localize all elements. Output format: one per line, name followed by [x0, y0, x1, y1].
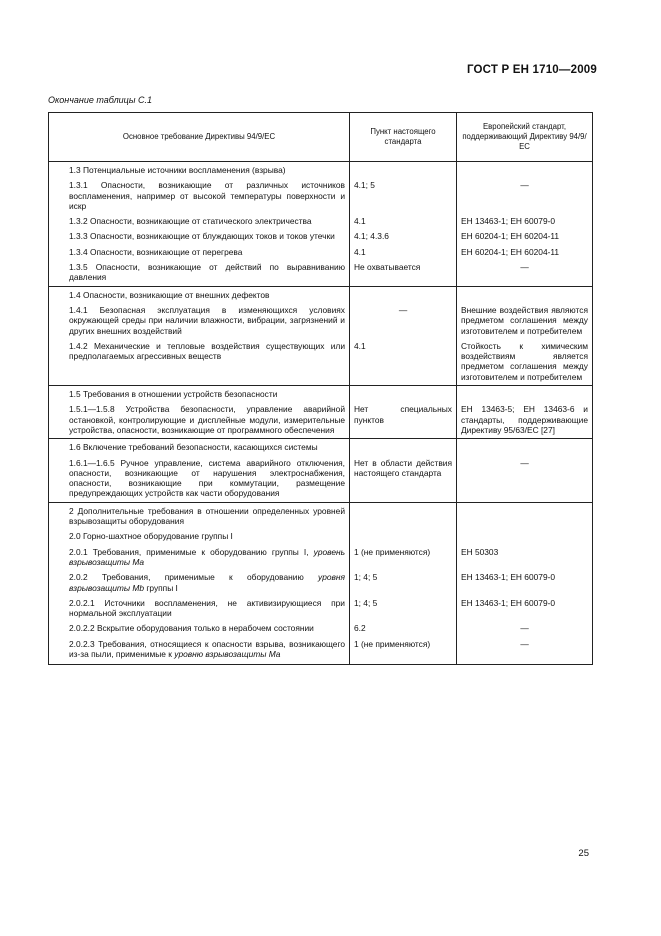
standard-cell: ЕН 13463-5; ЕН 13463-6 и стандарты, поддерживающие Директиву 95/63/ЕС [27] — [457, 402, 593, 438]
clause-cell — [350, 286, 457, 303]
requirement-cell: 1.3.3 Опасности, возникающие от блуждающих токов и токов утечки — [49, 229, 350, 244]
table-row — [49, 637, 593, 665]
table-header-row — [49, 113, 593, 162]
table-row — [49, 286, 593, 303]
header-clause: Пункт настоящего стандарта — [350, 113, 457, 162]
clause-cell: 1 (не применяются) — [350, 545, 457, 571]
requirement-cell: 1.3.1 Опасности, возникающие от различных источников воспламенения, например от высокой температуры поверхности и искр — [49, 178, 350, 214]
clause-cell: Не охватывается — [350, 260, 457, 286]
table-caption: Окончание таблицы С.1 — [48, 95, 152, 105]
standard-cell: ЕН 13463-1; ЕН 60079-0 — [457, 596, 593, 622]
clause-cell: Нет специальных пунктов — [350, 402, 457, 438]
clause-cell: 4.1; 4.3.6 — [350, 229, 457, 244]
table-row — [49, 386, 593, 403]
table-row — [49, 162, 593, 179]
standard-cell: — — [457, 260, 593, 286]
requirement-cell: 1.4.2 Механические и тепловые воздействия существующих или предполагаемых агрессивных веществ — [49, 339, 350, 386]
standard-cell: ЕН 13463-1; ЕН 60079-0 — [457, 214, 593, 229]
standard-cell: — — [457, 621, 593, 636]
standard-cell — [457, 162, 593, 179]
standard-cell — [457, 386, 593, 403]
requirement-cell: 2.0.2 Требования, применимые к оборудованию уровня взрывозащиты Mb группы I — [49, 570, 350, 596]
clause-cell: 1 (не применяются) — [350, 637, 457, 665]
clause-cell — [350, 386, 457, 403]
standard-cell: ЕН 60204-1; ЕН 60204-11 — [457, 229, 593, 244]
table-row — [49, 260, 593, 286]
requirement-cell: 2.0.2.1 Источники воспламенения, не активизирующиеся при нормальной эксплуатации — [49, 596, 350, 622]
standard-cell: — — [457, 456, 593, 503]
clause-cell: 4.1 — [350, 245, 457, 260]
header-requirement: Основное требование Директивы 94/9/ЕС — [49, 113, 350, 162]
page-number: 25 — [578, 848, 589, 859]
clause-cell: 4.1; 5 — [350, 178, 457, 214]
table-row — [49, 439, 593, 456]
table-row — [49, 178, 593, 214]
standard-cell — [457, 502, 593, 529]
clause-cell: 1; 4; 5 — [350, 570, 457, 596]
table-row — [49, 545, 593, 571]
standard-cell — [457, 529, 593, 544]
requirement-cell: 1.5 Требования в отношении устройств безопасности — [49, 386, 350, 403]
standard-cell: ЕН 50303 — [457, 545, 593, 571]
requirement-cell: 1.4 Опасности, возникающие от внешних дефектов — [49, 286, 350, 303]
table-row — [49, 214, 593, 229]
requirement-cell: 1.3.4 Опасности, возникающие от перегрева — [49, 245, 350, 260]
table-row — [49, 621, 593, 636]
table-row — [49, 402, 593, 438]
requirements-table — [48, 112, 593, 665]
clause-cell — [350, 529, 457, 544]
clause-cell — [350, 502, 457, 529]
table-row — [49, 229, 593, 244]
clause-cell — [350, 162, 457, 179]
table-row — [49, 529, 593, 544]
clause-cell — [350, 439, 457, 456]
table-row — [49, 303, 593, 339]
clause-cell: — — [350, 303, 457, 339]
requirement-cell: 1.3.2 Опасности, возникающие от статического электричества — [49, 214, 350, 229]
clause-cell: 4.1 — [350, 214, 457, 229]
table-row — [49, 245, 593, 260]
table-row — [49, 456, 593, 503]
requirement-cell: 1.3 Потенциальные источники воспламенения (взрыва) — [49, 162, 350, 179]
requirement-cell: 2.0.2.2 Вскрытие оборудования только в нерабочем состоянии — [49, 621, 350, 636]
clause-cell: 4.1 — [350, 339, 457, 386]
clause-cell: Нет в области действия настоящего стандарта — [350, 456, 457, 503]
header-european-standard: Европейский стандарт, поддерживающий Директиву 94/9/ЕС — [457, 113, 593, 162]
standard-cell: ЕН 60204-1; ЕН 60204-11 — [457, 245, 593, 260]
requirement-cell: 1.5.1—1.5.8 Устройства безопасности, управление аварийной остановкой, контролирующие и дисплейные модули, измерительные устройства, опасности, возникающие от программного обеспечения — [49, 402, 350, 438]
standard-cell: — — [457, 637, 593, 665]
standard-cell: ЕН 13463-1; ЕН 60079-0 — [457, 570, 593, 596]
standard-cell: — — [457, 178, 593, 214]
table-row — [49, 570, 593, 596]
requirement-cell: 1.6.1—1.6.5 Ручное управление, система аварийного отключения, опасности, возникающие от нарушения электроснабжения, опасности, возникающие при коммутации, размещение предупреждающих устройств как части оборудования — [49, 456, 350, 503]
requirement-cell: 2 Дополнительные требования в отношении определенных уровней взрывозащиты оборудования — [49, 502, 350, 529]
table-row — [49, 502, 593, 529]
standard-cell: Внешние воздействия являются предметом соглашения между изготовителем и потребителем — [457, 303, 593, 339]
requirement-cell: 1.6 Включение требований безопасности, касающихся системы — [49, 439, 350, 456]
requirement-cell: 1.4.1 Безопасная эксплуатация в изменяющихся условиях окружающей среды при наличии влажности, вибрации, загрязнений и других внешних воздействий — [49, 303, 350, 339]
document-code: ГОСТ Р ЕН 1710—2009 — [466, 64, 597, 76]
requirement-cell: 2.0.2.3 Требования, относящиеся к опасности взрыва, возникающего из-за пыли, применимые к уровню взрывозащиты Ма — [49, 637, 350, 665]
requirement-cell: 2.0.1 Требования, применимые к оборудованию группы I, уровень взрывозащиты Ма — [49, 545, 350, 571]
standard-cell — [457, 439, 593, 456]
requirement-cell: 2.0 Горно-шахтное оборудование группы I — [49, 529, 350, 544]
clause-cell: 1; 4; 5 — [350, 596, 457, 622]
standard-cell: Стойкость к химическим воздействиям является предметом соглашения между изготовителем и потребителем — [457, 339, 593, 386]
requirement-cell: 1.3.5 Опасности, возникающие от действий по выравниванию давления — [49, 260, 350, 286]
standard-cell — [457, 286, 593, 303]
table-row — [49, 596, 593, 622]
clause-cell: 6.2 — [350, 621, 457, 636]
table-row — [49, 339, 593, 386]
